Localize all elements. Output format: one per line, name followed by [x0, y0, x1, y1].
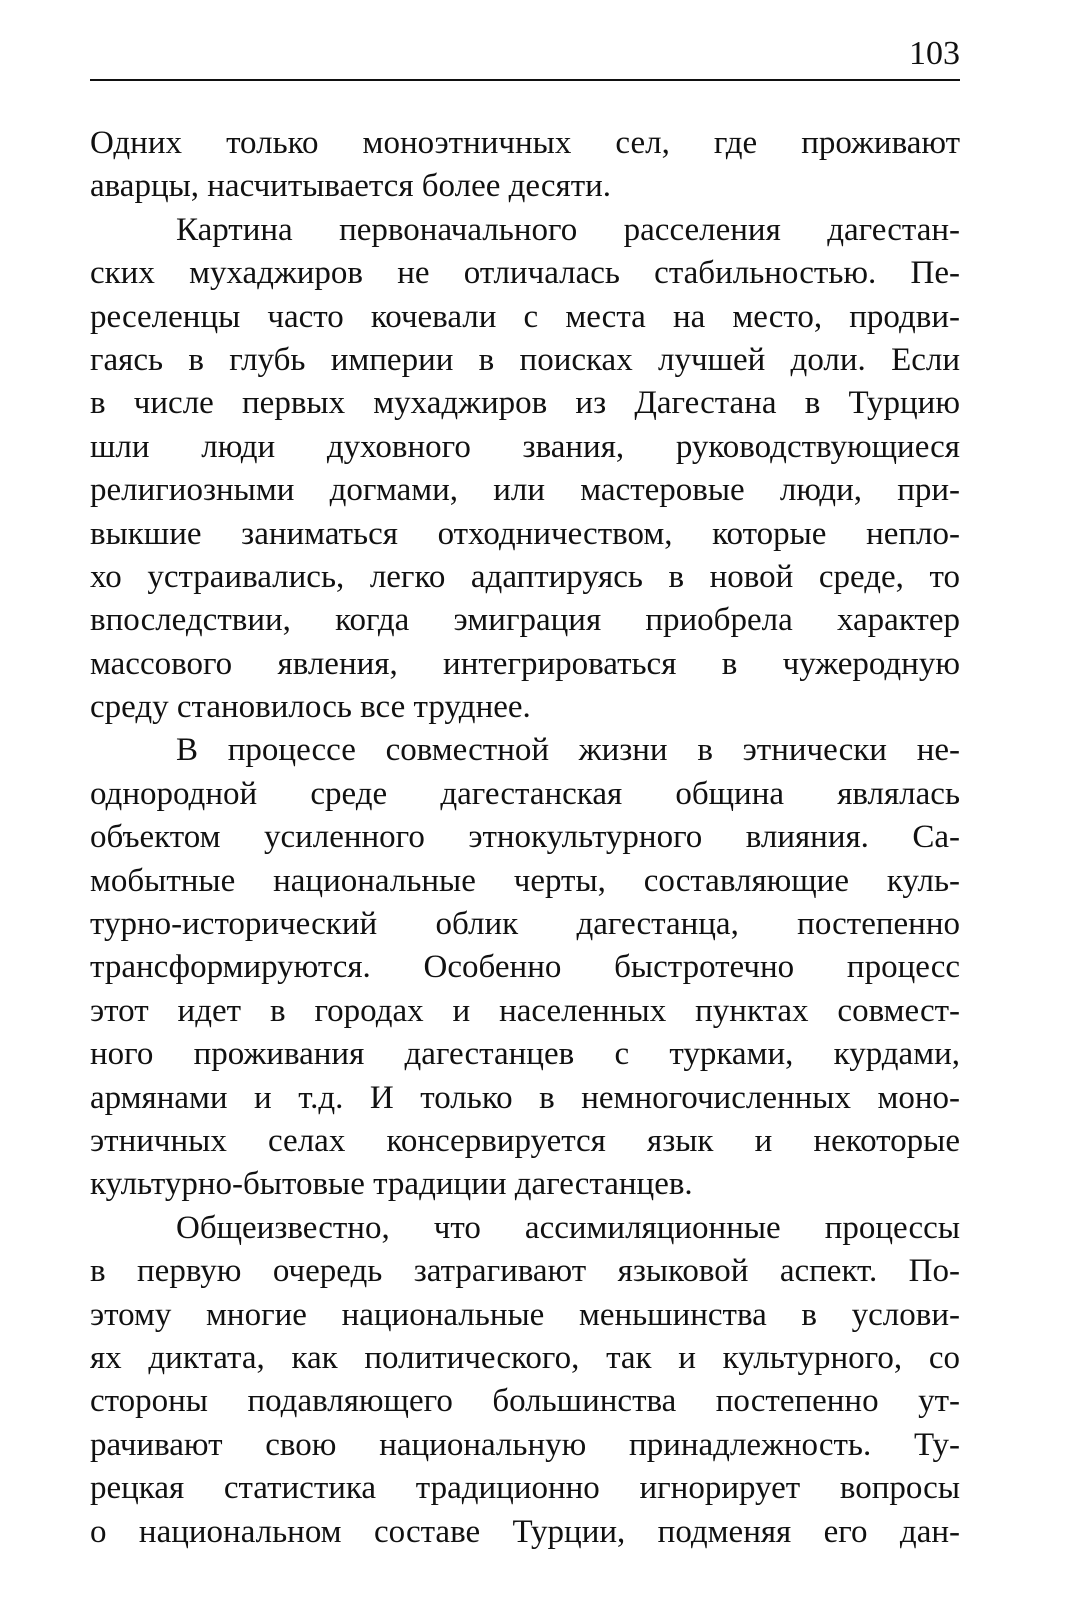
text-line: турно-исторический облик дагестанца, постепенно: [90, 906, 960, 943]
text-line: стороны подавляющего большинства постепенно ут-: [90, 1383, 960, 1420]
text-line: Картина первоначального расселения дагестан-: [176, 211, 960, 248]
text-line: ях диктата, как политического, так и культурного, со: [90, 1339, 960, 1376]
text-line: этому многие национальные меньшинства в услови-: [90, 1296, 960, 1333]
text-line: Одних только моноэтничных сел, где проживают: [90, 125, 960, 161]
text-line: гаясь в глубь империи в поисках лучшей доли. Если: [90, 341, 960, 378]
text-line: этот идет в городах и населенных пунктах совмест-: [90, 992, 960, 1029]
text-line: армянами и т.д. И только в немногочисленных моно-: [90, 1079, 960, 1116]
text-line: трансформируются. Особенно быстротечно процесс: [90, 949, 960, 986]
text-line: ских мухаджиров не отличалась стабильностью. Пе-: [90, 255, 960, 292]
text-line: Общеизвестно, что ассимиляционные процессы: [176, 1209, 960, 1246]
text-line: рецкая статистика традиционно игнорирует вопросы: [90, 1470, 960, 1507]
paragraph-4: [90, 1207, 960, 1554]
header-rule: [90, 79, 960, 81]
text-line: массового явления, интегрироваться в чужеродную: [90, 645, 960, 682]
text-line: однородной среде дагестанская община являлась: [90, 775, 960, 812]
text-line: выкшие заниматься отходничеством, которые непло-: [90, 515, 960, 552]
text-line: рачивают свою национальную принадлежность. Ту-: [90, 1426, 960, 1463]
body-text: [90, 122, 960, 1554]
text-line: реселенцы часто кочевали с места на место, продви-: [90, 298, 960, 335]
paragraph-3: [90, 729, 960, 1206]
text-line: среду становилось все труднее.: [90, 689, 531, 726]
text-line: шли люди духовного звания, руководствующиеся: [90, 428, 960, 465]
page-number: 103: [909, 35, 960, 72]
text-line: о национальном составе Турции, подменяя его дан-: [90, 1513, 960, 1550]
text-line: этничных селах консервируется язык и некоторые: [90, 1122, 960, 1159]
paragraph-1: [90, 122, 960, 209]
text-line: в первую очередь затрагивают языковой аспект. По-: [90, 1253, 960, 1290]
text-line: В процессе совместной жизни в этнически не-: [176, 732, 960, 769]
text-line: хо устраивались, легко адаптируясь в новой среде, то: [90, 558, 960, 595]
paragraph-2: [90, 209, 960, 730]
text-line: мобытные национальные черты, составляющие куль-: [90, 862, 960, 899]
text-line: культурно-бытовые традиции дагестанцев.: [90, 1166, 693, 1203]
text-line: ного проживания дагестанцев с турками, курдами,: [90, 1036, 960, 1073]
text-line: впоследствии, когда эмиграция приобрела характер: [90, 602, 960, 639]
text-line: аварцы, насчитывается более десяти.: [90, 168, 612, 205]
text-line: в числе первых мухаджиров из Дагестана в Турцию: [90, 385, 960, 422]
text-line: религиозными догмами, или мастеровые люди, при-: [90, 472, 960, 509]
text-line: объектом усиленного этнокультурного влияния. Са-: [90, 819, 960, 856]
